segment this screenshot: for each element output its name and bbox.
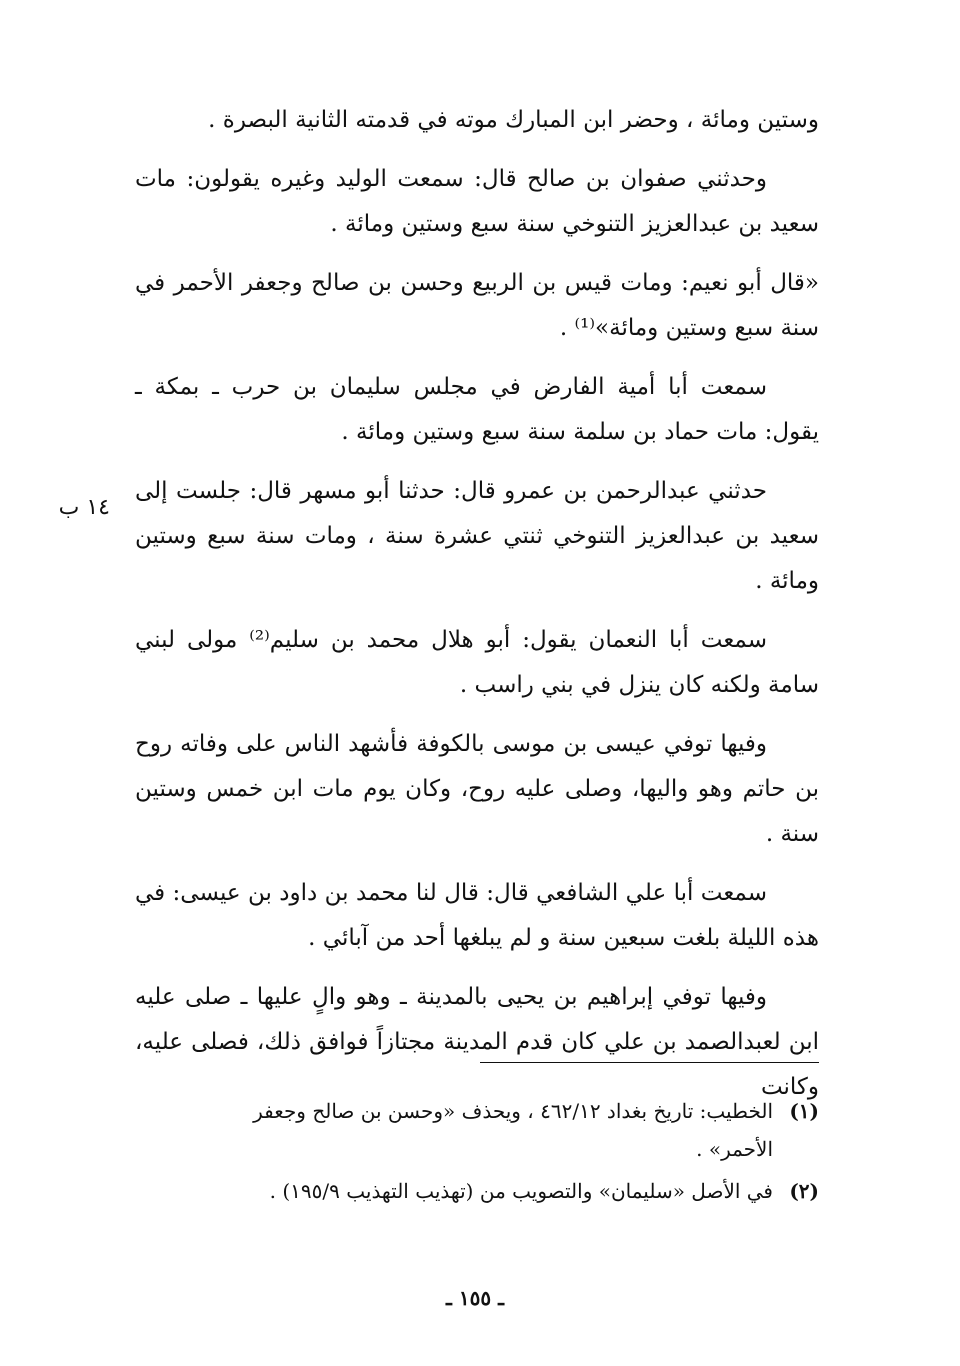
footnote-2	[195, 1172, 819, 1210]
paragraph-7: وفيها توفي عيسى بن موسى بالكوفة فأشهد الناس على وفاته روح بن حاتم وهو واليها، وصلى عليه روح، وكان يوم مات ابن خمس وستين سنة .	[135, 731, 819, 847]
footnote-divider	[480, 1062, 819, 1063]
footnote-1	[195, 1092, 819, 1168]
paragraph-3: «قال أبو نعيم: ومات قيس بن الربيع وحسن بن صالح وجعفر الأحمر في سنة سبع وستين ومائة»⁽¹⁾ .	[135, 270, 819, 341]
paragraph-8: سمعت أبا علي الشافعي قال: قال لنا محمد بن داود بن عيسى: في هذه الليلة بلغت سبعين سنة و لم يبلغها أحد من آبائي .	[135, 880, 819, 951]
paragraph-4: سمعت أبا أمية الفارض في مجلس سليمان بن حرب ـ بمكة ـ يقول: مات حماد بن سلمة سنة سبع وستين ومائة .	[135, 374, 819, 445]
footnote-number: (١)	[789, 1099, 819, 1123]
paragraph-5: حدثني عبدالرحمن بن عمرو قال: حدثنا أبو مسهر قال: جلست إلى سعيد بن عبدالعزيز التنوخي ثنتي عشرة سنة ، ومات سنة سبع وستين ومائة .	[135, 478, 819, 594]
paragraph-1: وستين ومائة ، وحضر ابن المبارك موته في قدمته الثانية البصرة .	[208, 107, 819, 133]
main-text	[135, 98, 819, 1124]
footnote-text: في الأصل «سليمان» والتصويب من (تهذيب التهذيب ١٩٥/٩) .	[269, 1179, 773, 1203]
paragraph-2: وحدثني صفوان بن صالح قال: سمعت الوليد وغيره يقولون: مات سعيد بن عبدالعزيز التنوخي سنة سبع وستين ومائة .	[135, 166, 819, 237]
footnote-text: الخطيب: تاريخ بغداد ٤٦٢/١٢ ، ويحذف «وحسن بن صالح وجعفر الأحمر» .	[253, 1099, 773, 1161]
footnotes	[195, 1092, 819, 1214]
page-number: ـ ١٥٥ ـ	[446, 1286, 504, 1310]
manuscript-folio-marker: ١٤ ب	[58, 495, 110, 520]
paragraph-6: سمعت أبا النعمان يقول: أبو هلال محمد بن سليم⁽²⁾ مولى لبني سامة ولكنه كان ينزل في بني راسب .	[135, 627, 819, 698]
paragraph-9: وفيها توفي إبراهيم بن يحيى بالمدينة ـ وهو والٍ عليها ـ صلى عليه ابن لعبدالصمد بن علي كان قدم المدينة مجتازاً فوافق ذلك، فصلى عليه، وكانت	[135, 984, 819, 1100]
footnote-number: (٢)	[789, 1179, 819, 1203]
